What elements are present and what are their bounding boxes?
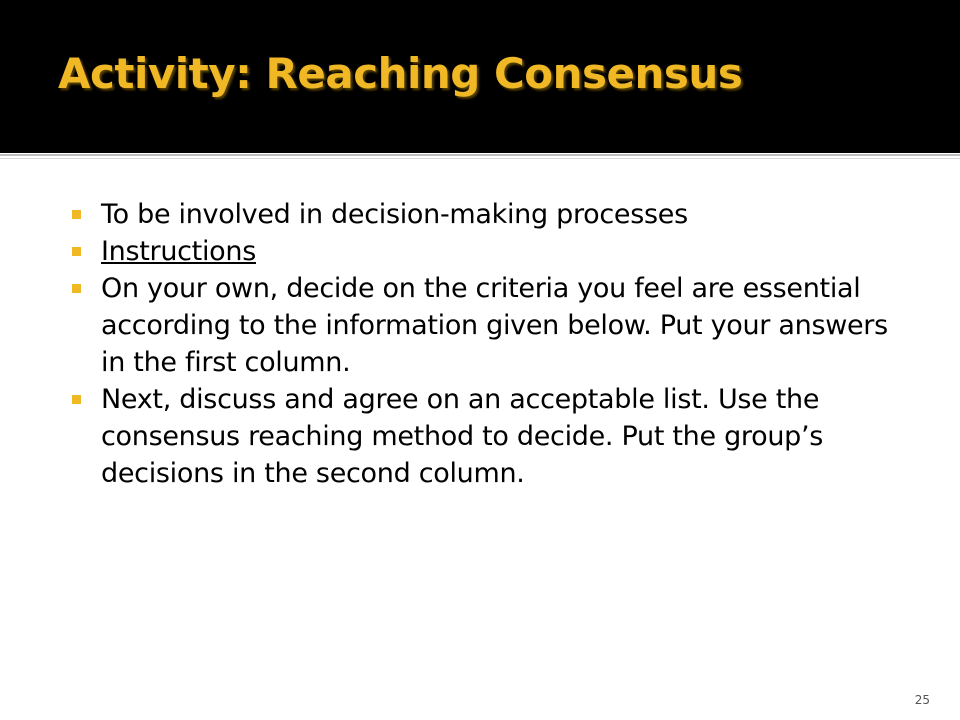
bullet-text: Next, discuss and agree on an acceptable list. Use the consensus reaching method to decide. Put the group’s decisions in the second column. (101, 384, 824, 489)
bullet-text: On your own, decide on the criteria you feel are essential according to the information given below. Put your answers in the first column. (101, 273, 888, 378)
title-divider-secondary (0, 158, 960, 159)
square-bullet-icon (72, 247, 81, 256)
page-number: 25 (914, 693, 930, 707)
square-bullet-icon (72, 395, 81, 404)
bullet-item-purpose (72, 196, 902, 233)
bullet-text: To be involved in decision-making processes (101, 199, 688, 230)
bullet-item-instructions (72, 233, 902, 270)
bullet-list (72, 196, 902, 492)
title-bar (0, 0, 960, 153)
square-bullet-icon (72, 210, 81, 219)
square-bullet-icon (72, 284, 81, 293)
bullet-item-group-step (72, 381, 902, 492)
bullet-text: Instructions (101, 236, 256, 267)
bullet-item-individual-step (72, 270, 902, 381)
slide-title: Activity: Reaching Consensus (58, 49, 743, 98)
title-divider (0, 154, 960, 156)
